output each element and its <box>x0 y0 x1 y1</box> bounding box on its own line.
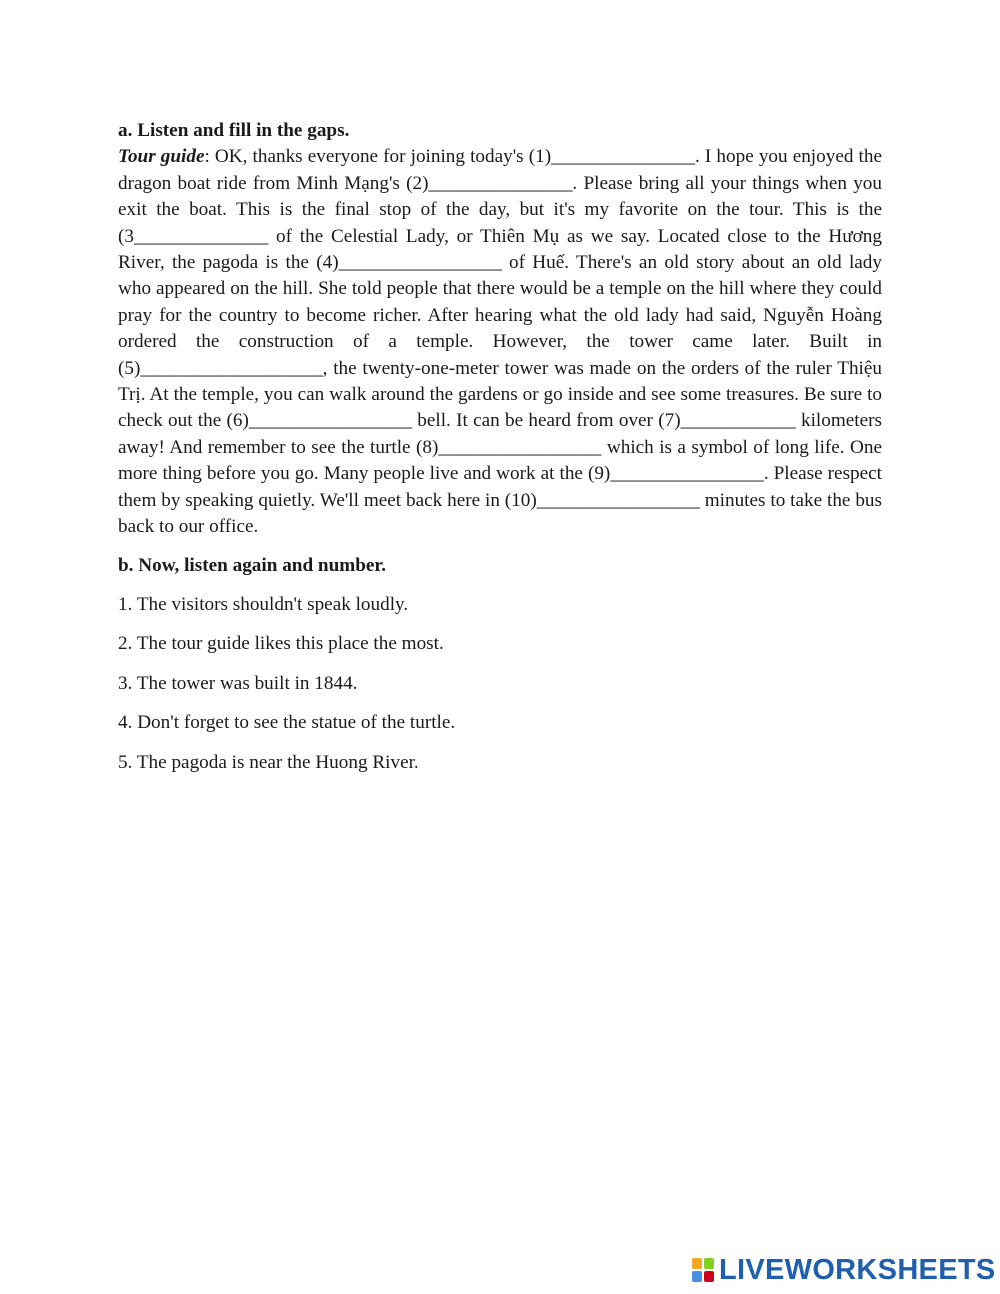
worksheet-page <box>118 118 882 776</box>
speaker-label: Tour guide <box>118 146 205 168</box>
statement-item: 3. The tower was built in 1844. <box>118 672 358 694</box>
logo-wordmark: LIVEWORKSHEETS <box>719 1254 996 1286</box>
logo-block <box>692 1271 702 1282</box>
logo-block <box>704 1271 714 1282</box>
statement-item: 2. The tour guide likes this place the most. <box>118 633 444 655</box>
statement-item: 1. The visitors shouldn't speak loudly. <box>118 593 409 615</box>
section-b-heading: b. Now, listen again and number. <box>118 554 386 576</box>
logo-block <box>704 1258 714 1269</box>
statement-item: 4. Don't forget to see the statue of the turtle. <box>118 712 456 734</box>
logo-blocks-icon <box>692 1258 714 1282</box>
statement-item: 5. The pagoda is near the Huong River. <box>118 751 419 773</box>
logo-block <box>692 1258 702 1269</box>
liveworksheets-logo <box>692 1255 996 1285</box>
passage-text: : OK, thanks everyone for joining today's (1)_______________. I hope you enjoyed the dragon boat ride from Minh Mạng's (2)_______________. Please bring all your things when you exit the boat. This is the final stop of the day, but it's my favorite on the tour. This is the (3______________ of the Celestial Lady, or Thiên Mụ as we say. Located close to the Hương River, the pagoda is the (4)_________________ of Huế. There's an old story about an old lady who appeared on the hill. She told people that there would be a temple on the hill where they could pray for the country to become richer. After hearing what the old lady had said, Nguyễn Hoàng ordered the construction of a temple. However, the tower came later. Built in (5)___________________, the twenty-one-meter tower was made on the orders of the ruler Thiệu Trị. At the temple, you can walk around the gardens or go inside and see some treasures. Be sure to check out the (6)_________________ bell. It can be heard from over (7)____________ kilometers away! And remember to see the turtle (8)_________________ which is a symbol of long life. One more thing before you go. Many people live and work at the (9)________________. Please respect them by speaking quietly. We'll meet back here in (10)_________________ minutes to take the bus back to our office. <box>118 146 882 538</box>
listening-passage <box>118 144 882 540</box>
section-a-heading: a. Listen and fill in the gaps. <box>118 120 350 141</box>
